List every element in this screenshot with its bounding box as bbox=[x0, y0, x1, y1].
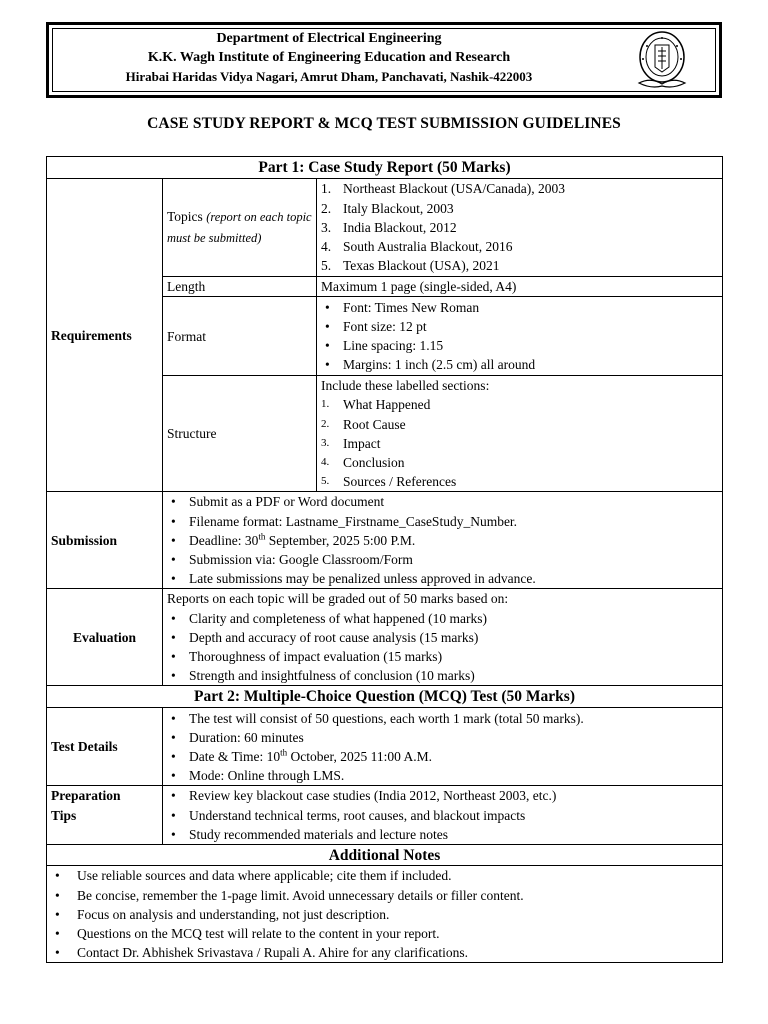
list-item: • Line spacing: 1.15 bbox=[325, 338, 444, 354]
notes-list bbox=[47, 866, 718, 962]
list-item: • Submit as a PDF or Word document bbox=[171, 494, 385, 510]
topics-cell bbox=[163, 179, 317, 277]
list-item: • Duration: 60 minutes bbox=[171, 729, 304, 745]
topics-note: (report on each topic must be submitted) bbox=[167, 210, 312, 245]
notes-heading: Additional Notes bbox=[47, 845, 723, 866]
submission-list bbox=[167, 492, 718, 588]
list-item: • Review key blackout case studies (India 2012, Northeast 2003, etc.) bbox=[171, 788, 557, 804]
list-item: • Submission via: Google Classroom/Form bbox=[171, 552, 413, 568]
test-details-list-cell bbox=[163, 708, 723, 786]
list-item: • Understand technical terms, root causes, and blackout impacts bbox=[171, 807, 526, 823]
evaluation-list-cell bbox=[163, 589, 723, 686]
list-item: • Font: Times New Roman bbox=[325, 299, 480, 315]
evaluation-label: Evaluation bbox=[47, 589, 163, 686]
list-item: • Strength and insightfulness of conclusion (10 marks) bbox=[171, 668, 475, 684]
submission-list-cell bbox=[163, 492, 723, 589]
structure-lead: Include these labelled sections: bbox=[321, 378, 490, 394]
test-details-label: Test Details bbox=[47, 708, 163, 786]
list-item: • Questions on the MCQ test will relate to the content in your report. bbox=[55, 926, 440, 942]
letterhead-text bbox=[49, 29, 609, 86]
requirements-label: Requirements bbox=[47, 179, 163, 492]
list-item: • Margins: 1 inch (2.5 cm) all around bbox=[325, 357, 536, 373]
list-item: 4. South Australia Blackout, 2016 bbox=[321, 239, 513, 255]
list-item: • Filename format: Lastname_Firstname_CaseStudy_Number. bbox=[171, 513, 518, 529]
list-item: • Focus on analysis and understanding, not just description. bbox=[55, 906, 390, 922]
list-item: • Use reliable sources and data where applicable; cite them if included. bbox=[55, 868, 452, 884]
prep-tips-list bbox=[167, 786, 718, 844]
topics-label: Topics bbox=[167, 209, 203, 225]
list-item: • Thoroughness of impact evaluation (15 marks) bbox=[171, 649, 443, 665]
list-item: • Mode: Online through LMS. bbox=[171, 768, 345, 784]
list-item: 2. Root Cause bbox=[321, 416, 406, 432]
list-item: 5. Sources / References bbox=[321, 474, 457, 490]
page-title: CASE STUDY REPORT & MCQ TEST SUBMISSION GUIDELINES bbox=[147, 115, 621, 132]
list-item: • Late submissions may be penalized unless approved in advance. bbox=[171, 571, 536, 587]
list-item: 2. Italy Blackout, 2003 bbox=[321, 200, 454, 216]
institute-name: K.K. Wagh Institute of Engineering Education and Research bbox=[147, 50, 511, 65]
topics-list bbox=[321, 179, 718, 275]
prep-tips-label: Preparation Tips bbox=[47, 786, 163, 845]
guidelines-table bbox=[46, 156, 723, 963]
prep-tips-list-cell bbox=[163, 786, 723, 845]
part2-heading: Part 2: Multiple-Choice Question (MCQ) Test (50 Marks) bbox=[47, 686, 723, 708]
part1-heading: Part 1: Case Study Report (50 Marks) bbox=[47, 157, 723, 179]
department-name: Department of Electrical Engineering bbox=[216, 31, 442, 46]
list-item: 1. Northeast Blackout (USA/Canada), 2003 bbox=[321, 181, 565, 197]
list-item: • Deadline: 30th September, 2025 5:00 P.M. bbox=[171, 531, 416, 548]
list-item: • Contact Dr. Abhishek Srivastava / Rupali A. Ahire for any clarifications. bbox=[55, 945, 469, 961]
list-item: • Study recommended materials and lecture notes bbox=[171, 826, 449, 842]
format-list-cell bbox=[317, 297, 723, 376]
list-item: 3. India Blackout, 2012 bbox=[321, 219, 457, 235]
institute-address: Hirabai Haridas Vidya Nagari, Amrut Dham, Panchavati, Nashik-422003 bbox=[125, 69, 533, 84]
structure-list-cell bbox=[317, 376, 723, 492]
evaluation-lead: Reports on each topic will be graded out of 50 marks based on: bbox=[167, 591, 509, 607]
list-item: • Date & Time: 10th October, 2025 11:00 A.M. bbox=[171, 747, 432, 764]
institute-seal-icon bbox=[633, 29, 691, 91]
letterhead bbox=[46, 22, 722, 98]
list-item: • Clarity and completeness of what happened (10 marks) bbox=[171, 610, 488, 626]
list-item: 1. What Happened bbox=[321, 397, 431, 413]
list-item: • The test will consist of 50 questions, each worth 1 mark (total 50 marks). bbox=[171, 710, 584, 726]
list-item: 4. Conclusion bbox=[321, 455, 405, 471]
format-label: Format bbox=[163, 297, 317, 376]
list-item: 5. Texas Blackout (USA), 2021 bbox=[321, 258, 500, 274]
length-label: Length bbox=[163, 277, 317, 297]
list-item: 3. Impact bbox=[321, 435, 381, 451]
test-details-list bbox=[167, 709, 718, 786]
format-list bbox=[321, 298, 718, 375]
structure-list bbox=[321, 395, 718, 491]
notes-list-cell bbox=[47, 866, 723, 963]
evaluation-list bbox=[167, 609, 718, 686]
list-item: • Be concise, remember the 1-page limit. Avoid unnecessary details or filler content. bbox=[55, 887, 524, 903]
topics-list-cell bbox=[317, 179, 723, 277]
list-item: • Font size: 12 pt bbox=[325, 319, 427, 334]
structure-label: Structure bbox=[163, 376, 317, 492]
submission-label: Submission bbox=[47, 492, 163, 589]
length-value: Maximum 1 page (single-sided, A4) bbox=[317, 277, 723, 297]
list-item: • Depth and accuracy of root cause analysis (15 marks) bbox=[171, 629, 479, 645]
